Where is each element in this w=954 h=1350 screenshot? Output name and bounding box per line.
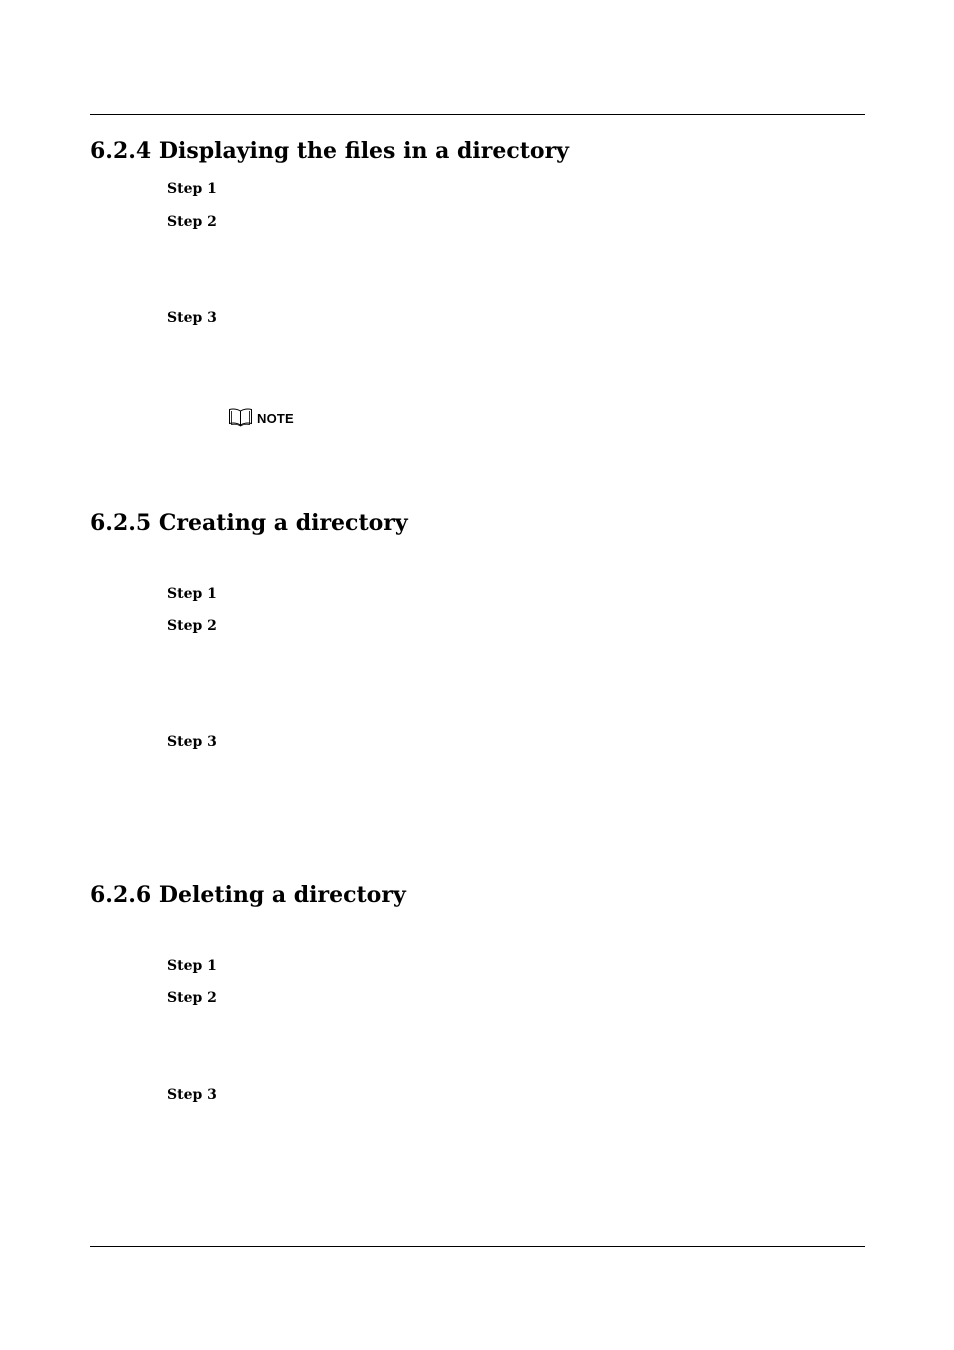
step-label-3: Step 3	[167, 310, 217, 326]
step-label-1: Step 1	[167, 958, 217, 974]
header-rule	[90, 114, 865, 115]
step-label-2: Step 2	[167, 618, 217, 634]
step-label-2: Step 2	[167, 214, 217, 230]
step-label-1: Step 1	[167, 586, 217, 602]
section-heading-6-2-4: 6.2.4 Displaying the files in a directory	[90, 138, 569, 164]
note-label: NOTE	[257, 411, 294, 426]
step-label-2: Step 2	[167, 990, 217, 1006]
note-callout	[228, 405, 294, 427]
section-heading-6-2-5: 6.2.5 Creating a directory	[90, 510, 408, 536]
step-label-3: Step 3	[167, 1087, 217, 1103]
section-heading-6-2-6: 6.2.6 Deleting a directory	[90, 882, 406, 908]
step-label-3: Step 3	[167, 734, 217, 750]
step-label-1: Step 1	[167, 181, 217, 197]
footer-rule	[90, 1246, 865, 1247]
book-icon	[228, 407, 253, 427]
